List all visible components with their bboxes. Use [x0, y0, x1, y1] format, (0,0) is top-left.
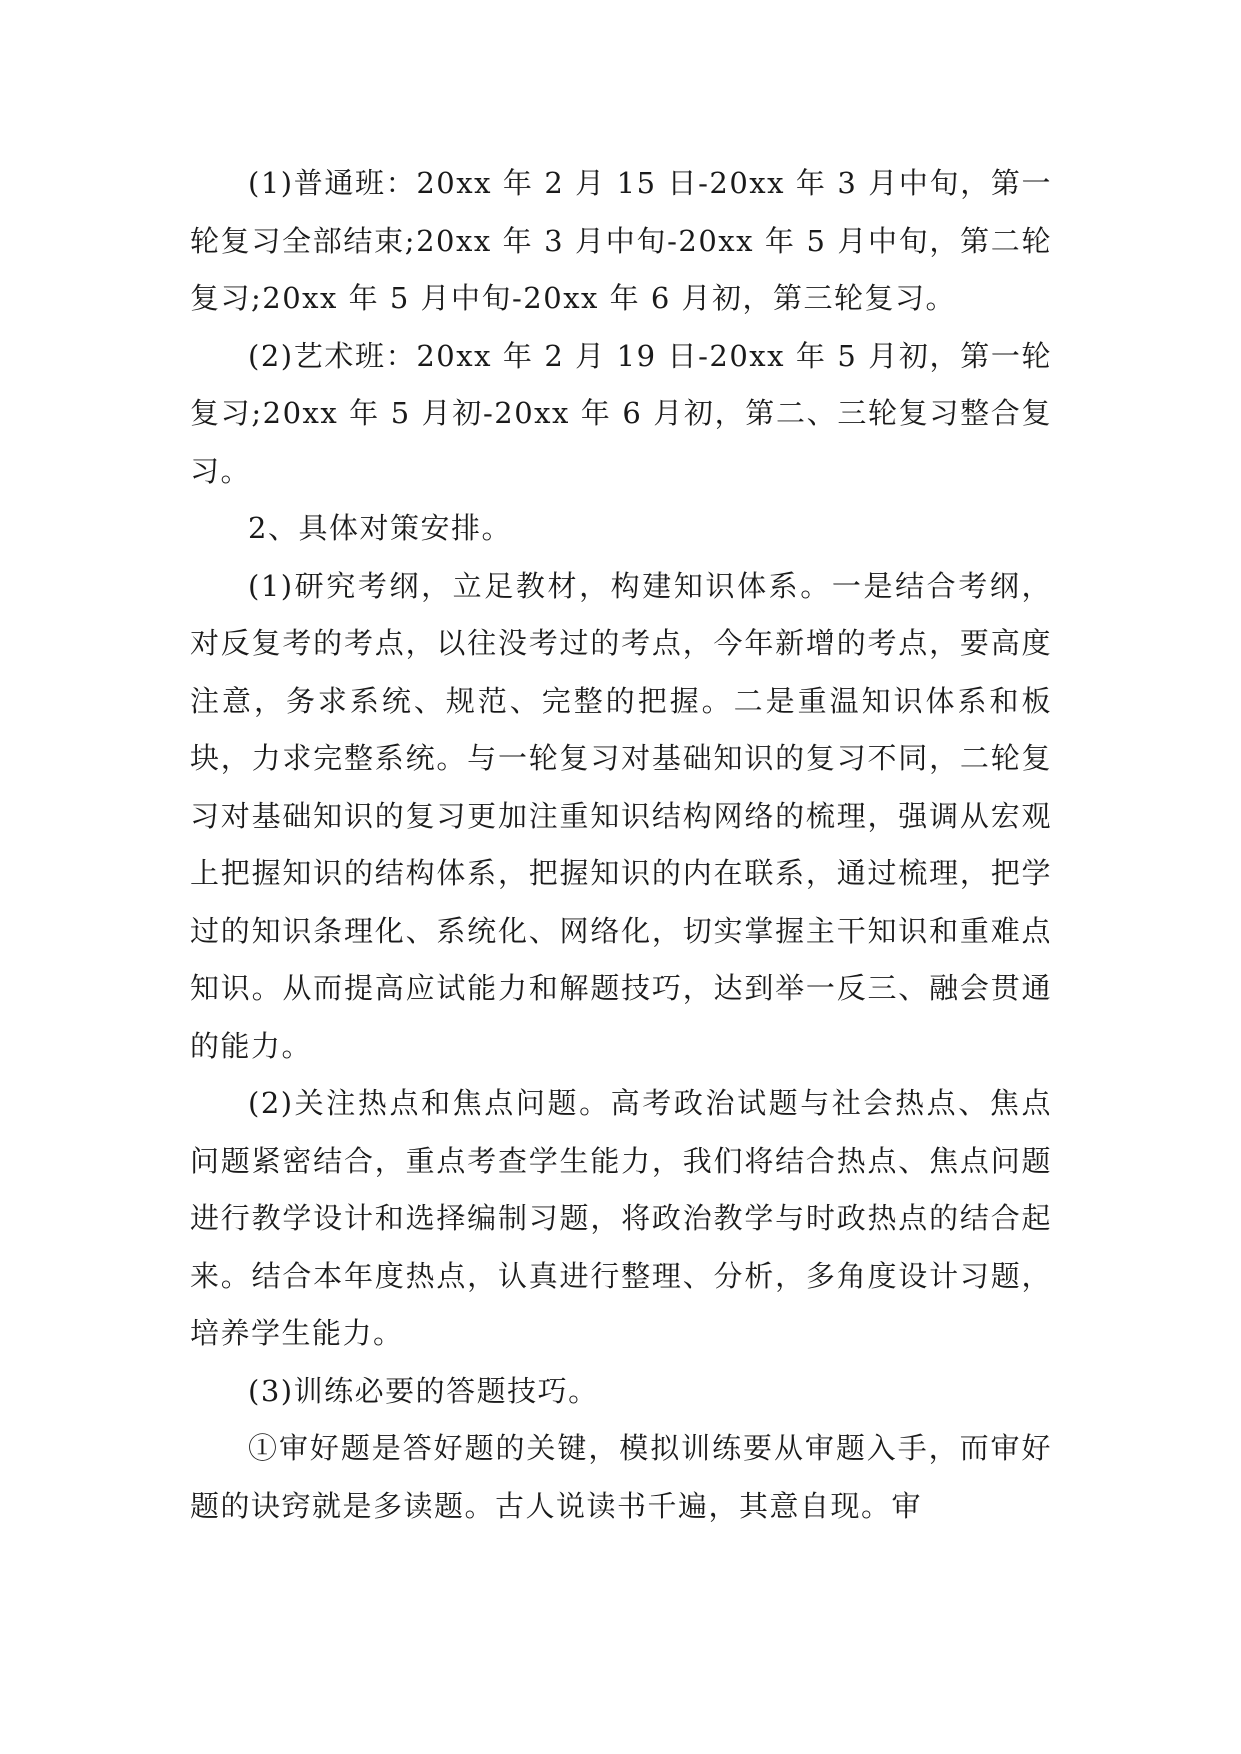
- document-body: [190, 155, 1052, 1535]
- paragraph-art-class-schedule: (2)艺术班：20xx 年 2 月 19 日-20xx 年 5 月初，第一轮复习;20xx 年 5 月初-20xx 年 6 月初，第二、三轮复习整合复习。: [190, 338, 1052, 488]
- paragraph-answer-skills: (3)训练必要的答题技巧。: [248, 1373, 599, 1408]
- paragraph-regular-class-schedule: (1)普通班：20xx 年 2 月 15 日-20xx 年 3 月中旬，第一轮复习全部结束;20xx 年 3 月中旬-20xx 年 5 月中旬，第二轮复习;20xx 年 5 月中旬-20xx 年 6 月初，第三轮复习。: [190, 166, 1052, 315]
- paragraph-study-syllabus: (1)研究考纲，立足教材，构建知识体系。一是结合考纲，对反复考的考点，以往没考过的考点，今年新增的考点，要高度注意，务求系统、规范、完整的把握。二是重温知识体系和板块，力求完整系统。与一轮复习对基础知识的复习不同，二轮复习对基础知识的复习更加注重知识结构网络的梳理，强调从宏观上把握知识的结构体系，把握知识的内在联系，通过梳理，把学过的知识条理化、系统化、网络化，切实掌握主干知识和重难点知识。从而提高应试能力和解题技巧，达到举一反三、融会贯通的能力。: [190, 568, 1052, 1063]
- paragraph-section-heading: 2、具体对策安排。: [248, 511, 512, 545]
- paragraph-hot-topics: (2)关注热点和焦点问题。高考政治试题与社会热点、焦点问题紧密结合，重点考查学生能力，我们将结合热点、焦点问题进行教学设计和选择编制习题，将政治教学与时政热点的结合起来。结合本年度热点，认真进行整理、分析，多角度设计习题，培养学生能力。: [190, 1086, 1052, 1350]
- paragraph-read-question: ①审好题是答好题的关键，模拟训练要从审题入手，而审好题的诀窍就是多读题。古人说读书千遍，其意自现。审: [190, 1431, 1052, 1523]
